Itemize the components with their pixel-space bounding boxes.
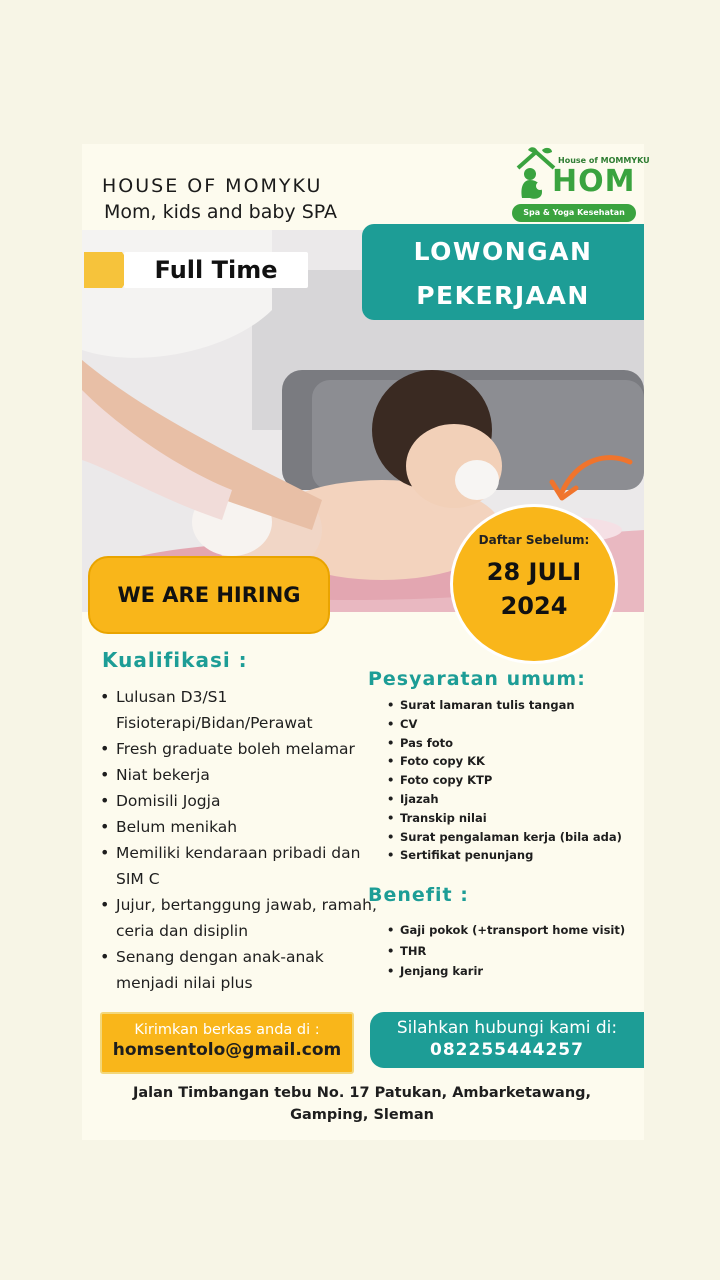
job-type-badge: Full Time — [124, 252, 308, 288]
requirements-list — [386, 696, 636, 865]
benefit-list — [386, 920, 626, 982]
list-item: • Senang dengan anak-anak menjadi nilai plus — [98, 944, 388, 996]
qualifications-heading: Kualifikasi : — [102, 648, 248, 672]
list-item: • Sertifikat penunjang — [386, 846, 636, 865]
contact-box — [370, 1012, 644, 1068]
contact-label: Silahkan hubungi kami di: — [396, 1018, 618, 1038]
address-text: Jalan Timbangan tebu No. 17 Patukan, Ambarketawang, Gamping, Sleman — [132, 1085, 592, 1123]
deadline-date-day: 28 JULI — [486, 558, 582, 586]
list-item: • Transkip nilai — [386, 809, 636, 828]
list-item: • Jenjang karir — [386, 961, 626, 982]
brand-name: HOUSE OF MOMYKU — [102, 175, 323, 197]
list-item: • Domisili Jogja — [98, 788, 388, 814]
title-line-2: PEKERJAAN — [416, 281, 590, 310]
logo-main-text: HOM — [552, 164, 636, 199]
we-are-hiring-badge: WE ARE HIRING — [88, 556, 330, 634]
list-item: • Foto copy KTP — [386, 771, 636, 790]
email-box — [100, 1012, 354, 1074]
list-item: • CV — [386, 715, 636, 734]
deadline-label: Daftar Sebelum: — [478, 533, 590, 547]
benefit-heading: Benefit : — [368, 884, 469, 906]
list-item: • Lulusan D3/S1 Fisioterapi/Bidan/Perawat — [98, 684, 388, 736]
curved-arrow-icon — [548, 452, 634, 512]
logo-badge: Spa & Yoga Kesehatan — [512, 204, 636, 222]
list-item: • THR — [386, 941, 626, 962]
requirements-heading: Pesyaratan umum: — [368, 668, 586, 690]
qualifications-list — [98, 684, 388, 996]
list-item: • Pas foto — [386, 734, 636, 753]
list-item: • Gaji pokok (+transport home visit) — [386, 920, 626, 941]
deadline-circle — [450, 504, 618, 664]
list-item: • Foto copy KK — [386, 752, 636, 771]
email-address[interactable]: homsentolo@gmail.com — [112, 1040, 342, 1060]
list-item: • Ijazah — [386, 790, 636, 809]
list-item: • Niat bekerja — [98, 762, 388, 788]
job-vacancy-title — [362, 224, 644, 320]
hom-logo — [512, 146, 650, 222]
list-item: • Surat pengalaman kerja (bila ada) — [386, 828, 636, 847]
logo-small-text: House of MOMMYKU — [558, 156, 650, 165]
brand-tagline: Mom, kids and baby SPA — [104, 201, 338, 223]
list-item: • Fresh graduate boleh melamar — [98, 736, 388, 762]
list-item: • Belum menikah — [98, 814, 388, 840]
title-line-1: LOWONGAN — [413, 237, 593, 266]
list-item: • Memiliki kendaraan pribadi dan SIM C — [98, 840, 388, 892]
phone-number[interactable]: 082255444257 — [430, 1040, 584, 1060]
list-item: • Jujur, bertanggung jawab, ramah, ceria dan disiplin — [98, 892, 388, 944]
deadline-date-year: 2024 — [500, 592, 568, 620]
email-label: Kirimkan berkas anda di : — [134, 1022, 320, 1038]
list-item: • Surat lamaran tulis tangan — [386, 696, 636, 715]
